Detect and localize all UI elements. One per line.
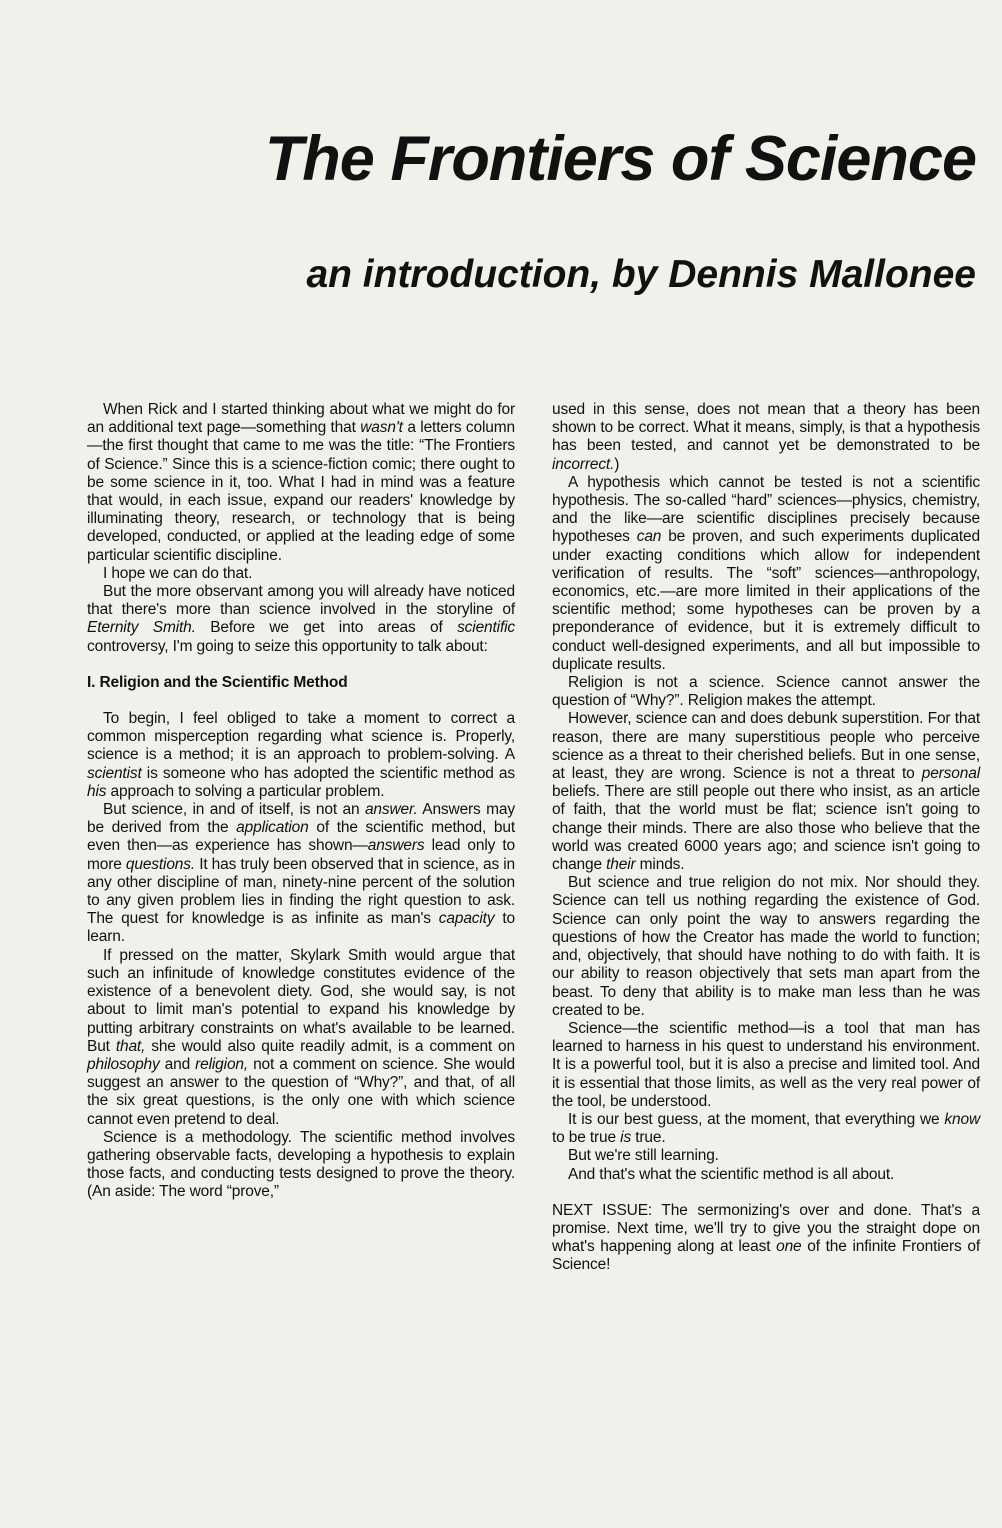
emphasis: incorrect. xyxy=(552,455,615,473)
next-issue-note: NEXT ISSUE: The sermonizing's over and done. That's a promise. Next time, we'll try to give you the straight dope on what's happening along at least one of the infinite Frontiers of Science! xyxy=(552,1201,980,1274)
emphasis: that, xyxy=(115,1037,146,1055)
emphasis: application xyxy=(236,819,309,837)
paragraph: Science is a methodology. The scientific method involves gathering observable facts, developing a hypothesis to explain those facts, and conducting tests designed to prove the theory. (An aside: The word “prove,” xyxy=(87,1128,515,1201)
page-title: The Frontiers of Science xyxy=(264,124,976,194)
emphasis: answer. xyxy=(364,801,418,819)
emphasis: religion, xyxy=(195,1055,249,1073)
paragraph: Religion is not a science. Science cannot answer the question of “Why?”. Religion makes the attempt. xyxy=(552,674,980,710)
emphasis: scientist xyxy=(87,764,142,782)
page-subtitle: an introduction, by Dennis Mallonee xyxy=(306,253,976,296)
emphasis: personal xyxy=(921,765,980,783)
paragraph: But science, in and of itself, is not an answer. Answers may be derived from the application of the scientific method, but even then—as experience has shown—answers lead only to more questions. It has truly been observed that in science, as in any other discipline of man, ninety-nine percent of the solution to any given problem lies in finding the right question to ask. The quest for knowledge is as infinite as man's capacity to learn. xyxy=(87,801,515,946)
paragraph: When Rick and I started thinking about what we might do for an additional text page—something that wasn't a letters column—the first thought that came to me was the title: “The Frontiers of Science.” Since this is a science-fiction comic; there ought to be some science in it, too. What I had in mind was a feature that would, in each issue, expand our readers' knowledge by illuminating theory, research, or technology that is being developed, conducted, or applied at the leading edge of some particular scientific discipline. xyxy=(87,401,515,564)
emphasis: Eternity Smith. xyxy=(87,619,196,637)
emphasis: can xyxy=(636,528,662,546)
left-column xyxy=(87,401,515,1202)
paragraph: But science and true religion do not mix. Nor should they. Science can tell us nothing regarding the existence of God. Science can only point the way to answers regarding the questions of how the Creator has made the world to function; and, objectively, that should have nothing to do with faith. It is our ability to reason objectively that sets man apart from the beast. To deny that ability is to make man less than he was created to be. xyxy=(552,874,980,1019)
paragraph: However, science can and does debunk superstition. For that reason, there are many superstitious people who perceive science as a threat to their cherished beliefs. But in one sense, at least, they are wrong. Science is not a threat to personal beliefs. There are still people out there who insist, as an article of faith, that the world must be flat; science isn't going to change their minds. There are also those who believe that the world was created 6000 years ago; and science isn't going to change their minds. xyxy=(552,710,980,874)
emphasis: know xyxy=(944,1110,980,1128)
section-heading: I. Religion and the Scientific Method xyxy=(87,673,348,691)
emphasis: their xyxy=(606,856,636,874)
paragraph: A hypothesis which cannot be tested is not a scientific hypothesis. The so-called “hard” sciences—physics, chemistry, and the like—are scientific disciplines precisely because hypotheses can be proven, and such experiments duplicated under exacting conditions which allow for independent verification of results. The “soft” sciences—anthropology, economics, etc.—are more limited in their applications of the scientific method; some hypotheses can be proven by a preponderance of evidence, but it is extremely difficult to conduct well-designed experiments, and all but impossible to duplicate results. xyxy=(552,473,980,673)
paragraph: Science—the scientific method—is a tool that man has learned to harness in his quest to understand his environment. It is a powerful tool, but it is also a precise and limited tool. And it is essential that those limits, as well as the very real power of the tool, be understood. xyxy=(552,1019,980,1110)
paragraph: It is our best guess, at the moment, that everything we know to be true is true. xyxy=(552,1110,980,1147)
right-column xyxy=(552,401,980,1275)
paragraph: I hope we can do that. xyxy=(103,564,253,582)
paragraph: To begin, I feel obliged to take a moment to correct a common misperception regarding what science is. Properly, science is a method; it is an approach to problem-solving. A scientist is someone who has adopted the scientific method as his approach to solving a particular problem. xyxy=(87,710,515,800)
emphasis: capacity xyxy=(438,910,495,928)
emphasis: answers xyxy=(367,837,425,855)
spacer xyxy=(552,1184,980,1202)
emphasis: his xyxy=(87,782,107,800)
paragraph: used in this sense, does not mean that a theory has been shown to be correct. What it means, simply, is that a hypothesis has been tested, and cannot yet be demonstrated to be incorrect.) xyxy=(552,401,980,473)
paragraph: But we're still learning. xyxy=(568,1147,719,1165)
emphasis: scientific xyxy=(457,619,516,637)
emphasis: wasn't xyxy=(360,419,403,437)
emphasis: is xyxy=(620,1129,632,1147)
paragraph: But the more observant among you will already have noticed that there's more than science involved in the storyline of Eternity Smith. Before we get into areas of scientific controversy, I'm going to seize this opportunity to talk about: xyxy=(87,583,516,655)
paragraph: And that's what the scientific method is all about. xyxy=(568,1165,895,1183)
emphasis: philosophy xyxy=(87,1055,160,1073)
emphasis: questions. xyxy=(125,855,196,873)
emphasis: one xyxy=(776,1238,802,1256)
paragraph: If pressed on the matter, Skylark Smith would argue that such an infinitude of knowledge constitutes evidence of the existence of a benevolent diety. God, she would say, is not about to limit man's potential to expand his knowledge by putting arbitrary constraints on what's available to be learned. But that, she would also quite readily admit, is a comment on philosophy and religion, not a comment on science. She would suggest an answer to the question of “Why?”, and that, of all the six great questions, is the only one with which science cannot even pretend to deal. xyxy=(87,946,515,1128)
